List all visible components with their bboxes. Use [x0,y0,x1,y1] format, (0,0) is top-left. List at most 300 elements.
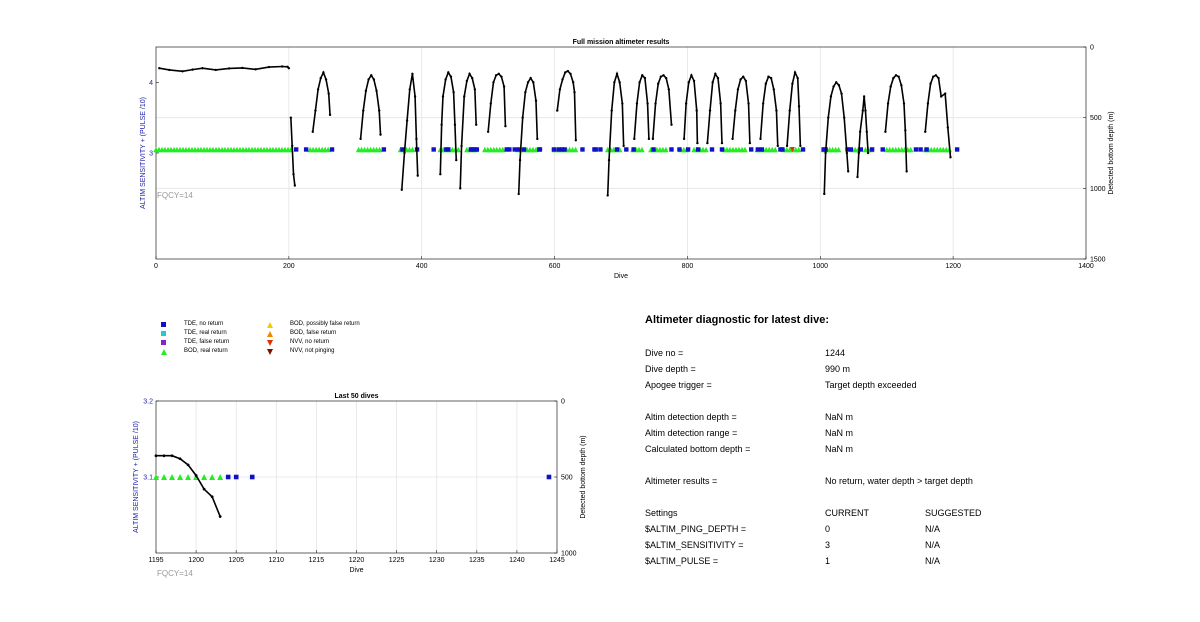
bottom-depth-point [843,116,845,118]
bottom-depth-point [867,152,869,154]
bottom-depth-point [858,152,860,154]
bottom-depth-point [471,77,473,79]
bottom-depth-point [890,85,892,87]
bottom-depth-point [636,102,638,104]
tde-no-return-marker [615,147,619,151]
bottom-depth-point [773,88,775,90]
bottom-depth-point [519,159,521,161]
bottom-depth-point [328,92,330,94]
bottom-depth-point [654,102,656,104]
fqcy-annotation: FQCY=14 [157,191,193,200]
dive-depth-label: Dive depth = [645,364,696,374]
bottom-depth-point [521,116,523,118]
bottom-depth-point [211,495,214,498]
bottom-depth-point [203,488,206,491]
tde-no-return-marker [594,147,598,151]
bottom-depth-point [737,88,739,90]
bottom-depth-point [823,193,825,195]
bottom-depth-point [924,131,926,133]
legend-square-marker [161,322,166,327]
current-header: CURRENT [825,508,869,518]
suggested-header: SUGGESTED [925,508,982,518]
bottom-depth-point [191,68,193,70]
bottom-depth-point [459,187,461,189]
bottom-depth-point [935,74,937,76]
calculated-bottom-depth-value: NaN m [825,444,854,454]
bottom-depth-point [171,454,174,457]
bottom-depth-point [187,463,190,466]
bottom-depth-point [314,109,316,111]
diagnostic-title: Altimeter diagnostic for latest dive: [645,314,829,326]
x-axis-label: Dive [613,273,629,280]
y-right-tick-label: 0 [1090,44,1094,52]
tde-no-return-marker [918,147,922,151]
bottom-depth-point [440,124,442,126]
bottom-depth-point [228,67,230,69]
bottom-depth-line [684,75,697,143]
bottom-depth-point [468,73,470,75]
bottom-depth-point [168,69,170,71]
bottom-depth-point [775,109,777,111]
bottom-depth-point [685,102,687,104]
y-left-tick-label: 4 [149,79,153,87]
bottom-depth-point [569,73,571,75]
tde-no-return-marker [522,147,526,151]
x-tick-label: 1235 [469,557,485,564]
tde-no-return-marker [304,147,308,151]
bottom-depth-point [401,189,403,191]
bottom-depth-point [905,170,907,172]
bottom-depth-point [641,74,643,76]
y-right-axis-label: Detected bottom depth (m) [1108,111,1115,195]
bottom-depth-point [719,102,721,104]
bottom-depth-point [460,145,462,147]
bottom-depth-line [885,75,906,171]
bottom-depth-line [440,72,456,174]
y-left-tick-label: 3.2 [143,398,153,406]
bottom-depth-point [607,194,609,196]
bottom-depth-point [444,78,446,80]
bottom-depth-point [904,129,906,131]
fqcy-annotation: FQCY=14 [157,569,193,578]
x-tick-label: 1400 [1078,263,1094,270]
bottom-depth-point [835,81,837,83]
bottom-depth-point [884,131,886,133]
bottom-depth-point [947,126,949,128]
x-tick-label: 1200 [188,557,204,564]
legend-triangle-down-marker [267,340,273,346]
bottom-depth-point [762,102,764,104]
tde-no-return-marker [914,147,918,151]
bottom-depth-point [317,88,319,90]
legend-label: NVV, no return [290,339,330,345]
bottom-depth-point [439,173,441,175]
y-right-tick-label: 500 [1090,115,1102,123]
bottom-depth-point [268,66,270,68]
bottom-depth-point [940,95,942,97]
altim-detection-range-value: NaN m [825,428,854,438]
bottom-depth-point [863,95,865,97]
tde-no-return-marker [624,147,628,151]
ping-depth-label: $ALTIM_PING_DEPTH = [645,524,747,534]
bottom-depth-point [474,88,476,90]
x-tick-label: 1225 [388,557,405,564]
bottom-depth-point [791,83,793,85]
bottom-depth-point [367,78,369,80]
tde-no-return-marker [870,147,874,151]
bottom-depth-point [618,81,620,83]
y-left-tick-label: 3.1 [143,474,153,482]
tde-no-return-marker [686,147,690,151]
bottom-depth-point [895,74,897,76]
x-tick-label: 1195 [148,557,164,564]
x-tick-label: 1220 [348,557,365,564]
x-tick-label: 1210 [268,557,285,564]
bottom-depth-line [857,96,868,177]
pulse-label: $ALTIM_PULSE = [645,556,719,566]
tde-no-return-marker [598,147,602,151]
bottom-depth-point [415,138,417,140]
pulse-current: 1 [825,556,831,566]
bottom-depth-point [665,77,667,79]
bottom-depth-point [749,142,751,144]
bottom-depth-point [179,457,182,460]
altim-detection-depth-label: Altim detection depth = [645,412,737,422]
tde-no-return-marker [780,147,784,151]
bottom-depth-point [797,77,799,79]
apogee-label: Apogee trigger = [645,380,712,390]
bottom-depth-point [504,125,506,127]
bottom-depth-point [375,90,377,92]
plot-frame [156,47,1086,259]
bottom-depth-point [709,109,711,111]
bottom-depth-point [564,71,566,73]
bottom-depth-point [455,159,457,161]
x-tick-label: 200 [283,263,295,270]
bottom-depth-point [670,124,672,126]
tde-no-return-marker [756,147,760,151]
bottom-depth-point [442,95,444,97]
bottom-depth-point [495,74,497,76]
bottom-depth-point [767,75,769,77]
bottom-depth-point [721,142,723,144]
bottom-depth-point [759,138,761,140]
tde-no-return-marker [513,147,517,151]
bottom-depth-point [556,109,558,111]
x-tick-label: 1200 [945,263,961,270]
bottom-depth-point [535,100,537,102]
bottom-depth-point [452,91,454,93]
bottom-depth-point [373,78,375,80]
bottom-depth-line [925,75,950,157]
bottom-depth-point [711,81,713,83]
bottom-depth-point [897,75,899,77]
bottom-depth-point [281,65,283,67]
tde-no-return-marker [382,147,386,151]
bottom-depth-point [312,131,314,133]
bottom-depth-point [378,109,380,111]
bottom-depth-point [527,81,529,83]
bottom-depth-point [532,81,534,83]
tde-no-return-marker [226,475,231,480]
bottom-depth-point [524,91,526,93]
bottom-depth-point [944,92,946,94]
tde-no-return-marker [475,147,479,151]
bottom-depth-point [608,159,610,161]
dive-depth-value: 990 m [825,364,851,374]
bottom-depth-point [832,85,834,87]
settings-label: Settings [645,508,678,518]
bottom-depth-point [621,102,623,104]
bottom-depth-point [503,85,505,87]
bottom-depth-line [824,82,848,194]
bottom-depth-point [900,84,902,86]
bottom-depth-point [155,454,158,457]
bottom-depth-point [492,81,494,83]
bottom-depth-point [798,105,800,107]
bottom-depth-point [201,67,203,69]
bottom-depth-point [622,145,624,147]
bottom-depth-point [417,174,419,176]
x-tick-label: 400 [415,263,428,270]
y-left-axis-label: ALTIM SENSITIVITY + (PULSE /10) [140,97,147,209]
bottom-depth-point [561,78,563,80]
bottom-depth-point [646,102,648,104]
ping-depth-current: 0 [825,524,831,534]
bottom-depth-point [181,70,183,72]
bottom-depth-point [490,102,492,104]
bottom-depth-point [291,145,293,147]
chart-title: Full mission altimeter results [572,39,670,46]
bottom-depth-point [633,138,635,140]
x-tick-label: 1245 [549,557,565,564]
bottom-depth-point [657,83,659,85]
bottom-depth-point [379,133,381,135]
bottom-depth-point [838,84,840,86]
bottom-depth-point [690,74,692,76]
bottom-depth-point [294,184,296,186]
bottom-depth-point [572,81,574,83]
legend-triangle-down-marker [267,349,273,355]
bottom-depth-point [362,109,364,111]
bottom-depth-point [414,95,416,97]
tde-no-return-marker [924,147,928,151]
bottom-depth-point [696,109,698,111]
bottom-depth-point [662,74,664,76]
bottom-depth-point [745,80,747,82]
bottom-depth-point [195,474,198,477]
bottom-depth-point [500,75,502,77]
bottom-depth-line [653,75,672,139]
bottom-depth-point [241,67,243,69]
bottom-depth-point [840,92,842,94]
bottom-depth-point [789,109,791,111]
bottom-depth-point [824,152,826,154]
tde-no-return-marker [431,147,435,151]
bottom-depth-point [529,77,531,79]
legend-triangle-up-marker [267,331,273,337]
bottom-depth-point [322,71,324,73]
tde-no-return-marker [562,147,566,151]
x-tick-label: 1205 [228,557,244,564]
sensitivity-suggested: N/A [925,540,941,550]
bottom-depth-line [761,77,778,146]
bottom-depth-point [903,102,905,104]
bottom-depth-point [892,77,894,79]
bottom-depth-point [731,138,733,140]
tde-no-return-marker [330,147,334,151]
bottom-depth-line [608,74,624,196]
bottom-depth-point [668,88,670,90]
tde-no-return-marker [955,147,959,151]
bottom-depth-point [866,131,868,133]
bottom-depth-point [320,77,322,79]
bottom-depth-point [288,67,290,69]
y-right-tick-label: 1000 [1090,185,1106,193]
bottom-depth-line [460,74,476,188]
tde-no-return-marker [720,147,724,151]
y-right-tick-label: 1000 [561,550,577,558]
bottom-depth-point [163,454,166,457]
bottom-depth-point [652,138,654,140]
legend-triangle-up-marker [267,322,273,328]
tde-no-return-marker [631,147,635,151]
tde-no-return-marker [507,147,511,151]
tde-no-return-marker [651,147,655,151]
x-tick-label: 0 [154,263,158,270]
tde-no-return-marker [538,147,542,151]
bottom-depth-point [613,81,615,83]
bottom-depth-point [932,75,934,77]
tde-no-return-marker [677,147,681,151]
bottom-depth-point [683,138,685,140]
bottom-depth-point [648,138,650,140]
bottom-depth-point [859,131,861,133]
bottom-depth-point [466,80,468,82]
dive-no-value: 1244 [825,348,846,358]
y-left-axis-label: ALTIM SENSITIVITY + (PULSE /10) [133,421,140,533]
ping-depth-suggested: N/A [925,524,941,534]
legend-label: TDE, no return [184,321,224,327]
tde-no-return-marker [547,475,552,480]
bottom-depth-point [742,75,744,77]
bottom-depth-point [406,119,408,121]
bottom-depth-point [616,73,618,75]
tde-no-return-marker [580,147,584,151]
bottom-depth-point [644,77,646,79]
dive-no-label: Dive no = [645,348,684,358]
altimeter-results-label: Altimeter results = [645,476,718,486]
bottom-depth-point [487,131,489,133]
bottom-depth-point [927,102,929,104]
legend-label: BOD, real return [184,348,228,354]
tde-no-return-marker [760,147,764,151]
bottom-depth-point [219,515,222,518]
pulse-suggested: N/A [925,556,941,566]
tde-no-return-marker [710,147,714,151]
bottom-depth-point [949,156,951,158]
calculated-bottom-depth-label: Calculated bottom depth = [645,444,751,454]
legend-label: TDE, false return [184,339,230,345]
bottom-depth-point [794,71,796,73]
bottom-depth-point [799,145,801,147]
bottom-depth-point [887,102,889,104]
bottom-depth-point [359,138,361,140]
bottom-depth-line [519,78,538,194]
legend-label: NVV, not pinging [290,348,335,354]
sensitivity-current: 3 [825,540,831,550]
tde-no-return-marker [234,475,239,480]
bottom-depth-point [215,69,217,71]
bottom-depth-point [498,73,500,75]
bottom-depth-point [862,109,864,111]
bottom-depth-point [696,142,698,144]
bottom-depth-line [313,72,330,131]
bottom-depth-point [447,71,449,73]
bottom-depth-point [770,77,772,79]
bottom-depth-point [765,83,767,85]
bottom-depth-point [660,75,662,77]
bottom-depth-point [937,77,939,79]
apogee-value: Target depth exceeded [825,380,917,390]
bottom-depth-point [254,68,256,70]
x-tick-label: 1230 [428,557,445,564]
bottom-depth-point [688,81,690,83]
tde-no-return-marker [552,147,556,151]
bottom-depth-point [846,152,848,154]
bottom-depth-point [536,138,538,140]
legend-label: TDE, real return [184,330,227,336]
bottom-depth-point [290,116,292,118]
bottom-depth-line [787,72,800,145]
tde-no-return-marker [294,147,298,151]
bottom-depth-point [638,81,640,83]
legend-label: BOD, possibly false return [290,321,360,327]
tde-no-return-marker [749,147,753,151]
bottom-depth-point [292,173,294,175]
bottom-depth-point [370,74,372,76]
chart-title: Last 50 dives [334,393,379,400]
bottom-depth-point [463,95,465,97]
bottom-depth-point [734,109,736,111]
bottom-depth-point [717,77,719,79]
y-right-axis-label: Detected bottom depth (m) [580,435,587,519]
x-tick-label: 600 [548,263,561,270]
bottom-depth-point [827,116,829,118]
altimeter-results-value: No return, water depth > target depth [825,476,973,486]
bottom-depth-point [567,70,569,72]
bottom-depth-point [747,102,749,104]
x-tick-label: 800 [681,263,694,270]
y-right-tick-label: 500 [561,474,573,482]
tde-no-return-marker [669,147,673,151]
bottom-depth-point [856,176,858,178]
bottom-depth-point [518,193,520,195]
bottom-depth-point [411,73,413,75]
bottom-depth-point [475,124,477,126]
y-left-tick-label: 3 [149,150,153,158]
bottom-depth-point [693,80,695,82]
bottom-depth-point [450,75,452,77]
legend-label: BOD, false return [290,330,337,336]
bottom-depth-point [329,114,331,116]
bottom-depth-point [786,145,788,147]
bottom-depth-point [325,78,327,80]
y-right-tick-label: 0 [561,398,565,406]
tde-no-return-marker [250,475,255,480]
bottom-depth-point [611,109,613,111]
x-tick-label: 1000 [812,263,829,270]
